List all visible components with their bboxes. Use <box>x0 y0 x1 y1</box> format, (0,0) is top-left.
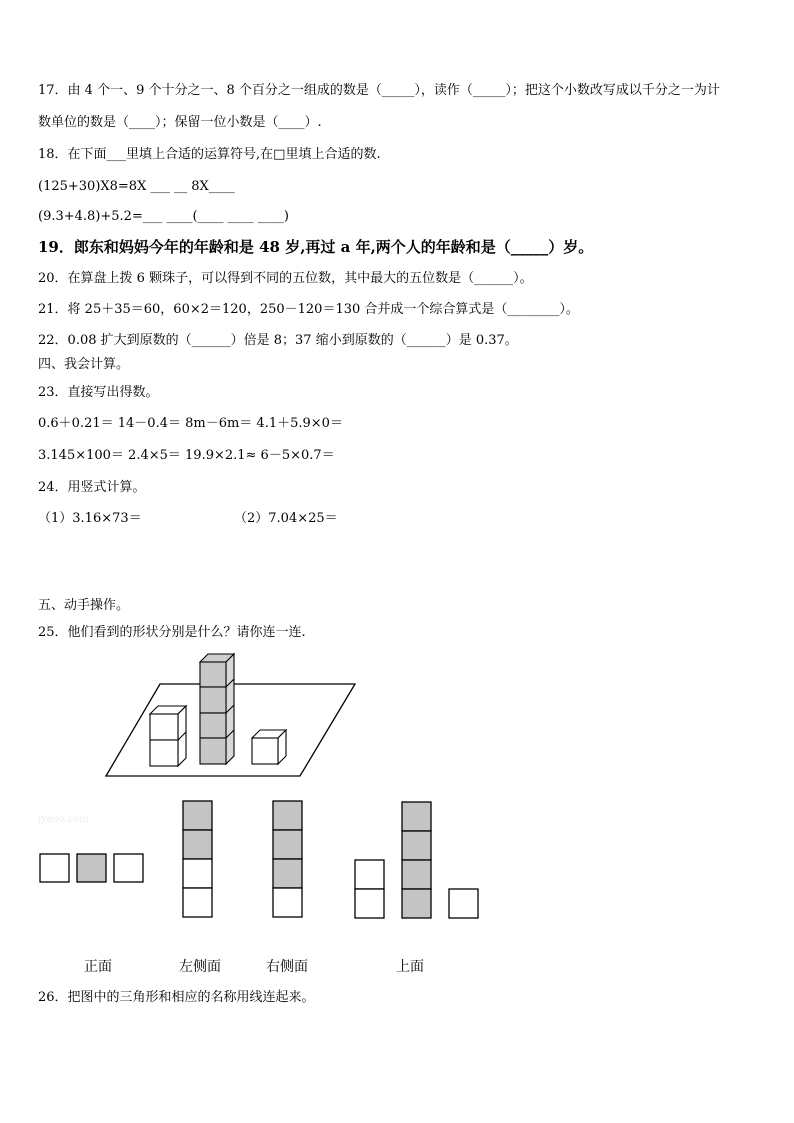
cube-stack-center <box>200 654 234 764</box>
question-24: 24．用竖式计算。 <box>38 480 146 495</box>
view-left-side <box>183 801 212 917</box>
question-23-row-2: 3.145×100＝ 2.4×5＝ 19.9×2.1≈ 6－5×0.7＝ <box>38 448 335 463</box>
question-24-part-2: （2）7.04×25＝ <box>234 511 338 526</box>
question-18: 18．在下面___里填上合适的运算符号,在□里填上合适的数. <box>38 147 381 162</box>
label-front: 正面 <box>84 959 112 975</box>
question-18-equation-a: (125+30)X8=8X ___ __ 8X____ <box>38 179 235 194</box>
view-right-side <box>273 801 302 917</box>
label-right-side: 右侧面 <box>266 959 308 975</box>
label-top: 上面 <box>396 959 424 975</box>
question-17-line-1: 17．由 4 个一、9 个十分之一、8 个百分之一组成的数是（_____），读作（_____）；把这个小数改写成以千分之一为计 <box>38 83 720 98</box>
question-19: 19．郎东和妈妈今年的年龄和是 48 岁,再过 a 年,两个人的年龄和是（_____）岁。 <box>38 238 594 256</box>
label-left-side: 左侧面 <box>179 959 221 975</box>
question-22: 22．0.08 扩大到原数的（______）倍是 8；37 缩小到原数的（______）是 0.37。 <box>38 333 518 348</box>
cube-stack-left <box>150 706 186 766</box>
question-26: 26．把图中的三角形和相应的名称用线连起来。 <box>38 990 315 1005</box>
question-17-line-2: 数单位的数是（____）；保留一位小数是（____）. <box>38 115 322 130</box>
question-20: 20．在算盘上拨 6 颗珠子，可以得到不同的五位数，其中最大的五位数是（______）。 <box>38 271 533 286</box>
question-23: 23．直接写出得数。 <box>38 385 159 400</box>
cube-single-right <box>252 730 286 764</box>
question-18-equation-b: (9.3+4.8)+5.2=___ ____(____ ____ ____) <box>38 209 289 224</box>
view-top <box>355 802 478 918</box>
question-25: 25．他们看到的形状分别是什么？请你连一连. <box>38 625 306 640</box>
section-4-heading: 四、我会计算。 <box>38 357 130 372</box>
question-21: 21．将 25＋35＝60，60×2＝120，250－120＝130 合并成一个综合算式是（________）。 <box>38 302 579 317</box>
view-front <box>40 854 143 882</box>
watermark: jyeoo.com <box>38 814 89 825</box>
section-5-heading: 五、动手操作。 <box>38 598 130 613</box>
question-24-part-1: （1）3.16×73＝ <box>38 511 142 526</box>
question-23-row-1: 0.6＋0.21＝ 14－0.4＝ 8m－6m＝ 4.1＋5.9×0＝ <box>38 416 343 431</box>
